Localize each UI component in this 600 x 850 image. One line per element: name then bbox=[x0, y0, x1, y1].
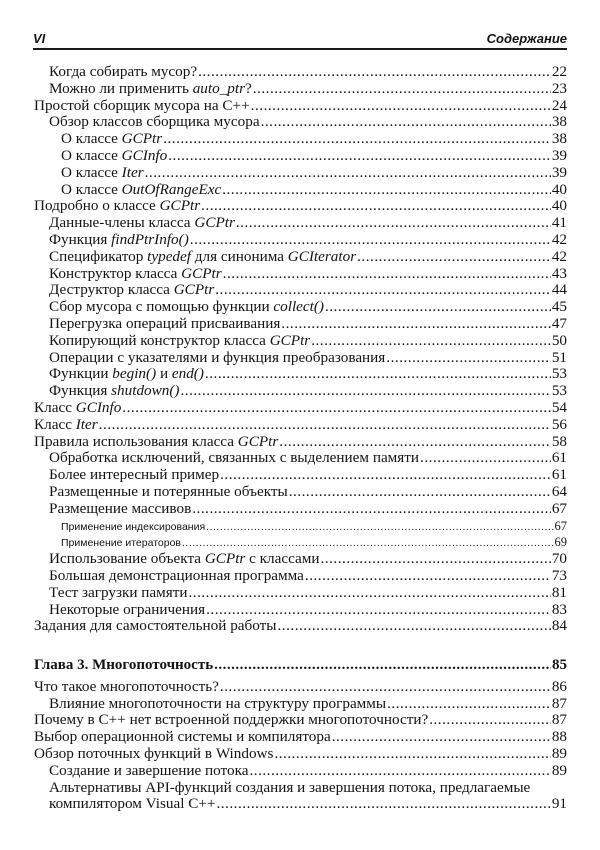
toc-entry-page: 81 bbox=[551, 584, 567, 601]
title-text: Спецификатор bbox=[49, 248, 148, 265]
dot-leader bbox=[236, 215, 551, 232]
toc-entry-page: 83 bbox=[551, 601, 567, 618]
toc-entry-page: 58 bbox=[551, 433, 567, 450]
dot-leader bbox=[357, 249, 551, 266]
running-head bbox=[33, 28, 567, 50]
toc-entry-page: 67 bbox=[554, 518, 567, 533]
toc-entry[interactable] bbox=[0, 266, 600, 283]
title-text: Применение индексирования bbox=[61, 520, 206, 533]
toc-entry-page: 70 bbox=[551, 551, 567, 568]
toc-entry[interactable] bbox=[0, 165, 600, 182]
dot-leader bbox=[205, 366, 551, 383]
code-identifier: typedef bbox=[147, 248, 191, 265]
dot-leader bbox=[274, 746, 550, 763]
toc-entry-page: 85 bbox=[552, 657, 567, 674]
toc-entry-title bbox=[49, 467, 219, 484]
toc-entry-title bbox=[49, 215, 235, 232]
toc-entry[interactable] bbox=[0, 534, 600, 551]
title-text: Более интересный пример bbox=[49, 467, 220, 484]
toc-entry[interactable] bbox=[0, 182, 600, 199]
toc-entry-page: 23 bbox=[551, 80, 567, 97]
toc-entry-title bbox=[49, 450, 419, 467]
dot-leader bbox=[122, 400, 551, 417]
toc-entry[interactable] bbox=[0, 215, 600, 232]
toc-chapter-heading[interactable] bbox=[0, 657, 600, 674]
title-text: Конструктор класса bbox=[49, 265, 182, 282]
toc-entry-page: 45 bbox=[551, 299, 567, 316]
title-text: О классе bbox=[61, 147, 122, 164]
toc-entry-title bbox=[49, 282, 214, 299]
title-text: Правила использования класса bbox=[34, 433, 238, 450]
toc-entry-page: 42 bbox=[551, 248, 567, 265]
toc-entry-title bbox=[49, 232, 189, 249]
toc-entry-title bbox=[34, 679, 219, 696]
toc-entry-page: 42 bbox=[551, 231, 567, 248]
toc-entry-title bbox=[61, 182, 221, 199]
toc-entry-page: 88 bbox=[551, 729, 567, 746]
toc-entry[interactable] bbox=[0, 518, 600, 535]
toc-entry-page: 61 bbox=[551, 467, 567, 484]
code-identifier: GCPtr bbox=[269, 332, 311, 349]
toc-entry-page: 24 bbox=[551, 97, 567, 114]
title-text: ? bbox=[245, 80, 252, 97]
dot-leader bbox=[198, 64, 551, 81]
toc-entry[interactable] bbox=[0, 585, 600, 602]
toc-entry-page: 38 bbox=[551, 131, 567, 148]
title-text: Почему в C++ нет встроенной поддержки многопоточности? bbox=[34, 712, 429, 729]
toc-entry[interactable] bbox=[0, 316, 600, 333]
toc-entry-title bbox=[34, 729, 331, 746]
code-identifier: GCPtr bbox=[237, 433, 279, 450]
toc-entry[interactable] bbox=[0, 417, 600, 434]
title-text: Влияние многопоточности на структуру программы bbox=[49, 695, 387, 712]
title-text: Простой сборщик мусора на C++ bbox=[34, 97, 250, 114]
dot-leader bbox=[420, 450, 551, 467]
toc-entry-page: 73 bbox=[551, 567, 567, 584]
toc-entry-title bbox=[61, 519, 205, 535]
toc-entry[interactable] bbox=[0, 98, 600, 115]
title-text: Задания для самостоятельной работы bbox=[34, 618, 277, 635]
title-text: Применение итераторов bbox=[61, 537, 182, 550]
toc-entry-page: 54 bbox=[551, 399, 567, 416]
toc-entry[interactable] bbox=[0, 484, 600, 501]
toc-entry-title bbox=[49, 696, 386, 713]
dot-leader bbox=[215, 282, 551, 299]
dot-leader bbox=[99, 417, 551, 434]
title-text: Некоторые ограничения bbox=[49, 601, 206, 618]
dot-leader bbox=[190, 232, 551, 249]
toc-entry-page: 50 bbox=[551, 332, 567, 349]
toc-entry-page: 41 bbox=[551, 215, 567, 232]
dot-leader bbox=[180, 383, 550, 400]
dot-leader bbox=[216, 796, 550, 813]
title-text: с классами bbox=[245, 551, 320, 568]
toc-entry[interactable] bbox=[0, 350, 600, 367]
code-identifier: GCPtr bbox=[121, 131, 163, 148]
toc-entry-page: 47 bbox=[551, 315, 567, 332]
toc-entry[interactable] bbox=[0, 551, 600, 568]
code-identifier: GCPtr bbox=[173, 282, 215, 299]
title-text: Использование объекта bbox=[49, 551, 205, 568]
toc-entry[interactable] bbox=[0, 796, 600, 813]
dot-leader bbox=[222, 182, 551, 199]
code-identifier: GCIterator bbox=[287, 248, 357, 265]
toc-entry[interactable] bbox=[0, 568, 600, 585]
dot-leader bbox=[281, 316, 551, 333]
toc-entry-title bbox=[49, 585, 187, 602]
toc-entry-page: 38 bbox=[551, 114, 567, 131]
toc-entry-title bbox=[49, 763, 248, 780]
title-text: Обзор классов сборщика мусора bbox=[49, 114, 260, 131]
title-text: Что такое многопоточность? bbox=[34, 678, 219, 695]
dot-leader bbox=[305, 568, 551, 585]
toc-entry[interactable] bbox=[0, 148, 600, 165]
code-identifier: Iter bbox=[75, 416, 98, 433]
toc-entry[interactable] bbox=[0, 81, 600, 98]
toc-entry-title bbox=[34, 400, 121, 417]
toc-entry-page: 87 bbox=[551, 712, 567, 729]
toc-entry[interactable] bbox=[0, 618, 600, 635]
toc-entry-title bbox=[49, 316, 280, 333]
title-text: Размещение массивов bbox=[49, 500, 192, 517]
dot-leader bbox=[325, 299, 551, 316]
toc-entry[interactable] bbox=[0, 64, 600, 81]
toc-entry[interactable] bbox=[0, 763, 600, 780]
toc-entry[interactable] bbox=[0, 299, 600, 316]
dot-leader bbox=[261, 114, 551, 131]
toc-entry[interactable] bbox=[0, 696, 600, 713]
dot-leader bbox=[321, 551, 551, 568]
title-text: Функции bbox=[49, 366, 113, 383]
toc-entry-title bbox=[34, 746, 273, 763]
title-text: Класс bbox=[34, 399, 76, 416]
title-text: Копирующий конструктор класса bbox=[49, 332, 270, 349]
title-text: Данные-члены класса bbox=[49, 215, 195, 232]
dot-leader bbox=[168, 148, 551, 165]
toc-entry[interactable] bbox=[0, 114, 600, 131]
toc-entry[interactable] bbox=[0, 434, 600, 451]
toc-entry-title bbox=[49, 64, 197, 81]
code-identifier: GCPtr bbox=[159, 198, 201, 215]
title-text: Создание и завершение потока bbox=[49, 762, 249, 779]
toc-entry[interactable] bbox=[0, 712, 600, 729]
toc-entry-title bbox=[61, 165, 144, 182]
dot-leader bbox=[278, 618, 551, 635]
dot-leader bbox=[220, 679, 551, 696]
code-identifier: OutOfRangeExc bbox=[121, 181, 222, 198]
dot-leader bbox=[251, 98, 551, 115]
toc-section-gc bbox=[0, 64, 600, 635]
dot-leader bbox=[386, 350, 551, 367]
toc-entry-page: 87 bbox=[551, 695, 567, 712]
toc-entry-title bbox=[49, 501, 191, 518]
toc-entry-title bbox=[61, 535, 181, 551]
title-text: Выбор операционной системы и компилятора bbox=[34, 729, 331, 746]
toc-entry[interactable] bbox=[0, 198, 600, 215]
toc-entry[interactable] bbox=[0, 501, 600, 518]
code-identifier: findPtrInfo() bbox=[111, 231, 189, 248]
toc-entry-page: 22 bbox=[551, 64, 567, 80]
toc-entry-title bbox=[61, 148, 167, 165]
code-identifier: collect() bbox=[273, 299, 324, 316]
toc-entry-page: 53 bbox=[551, 366, 567, 383]
code-identifier: GCPtr bbox=[181, 265, 222, 282]
code-identifier: GCPtr bbox=[204, 551, 246, 568]
toc-entry-page: 39 bbox=[551, 164, 567, 181]
code-identifier: end() bbox=[171, 366, 204, 383]
toc-entry-page: 43 bbox=[551, 265, 567, 282]
title-text: Функция bbox=[49, 231, 112, 248]
toc-entry-title bbox=[49, 484, 288, 501]
toc-entry-title bbox=[34, 98, 250, 115]
title-text: компилятором Visual C++ bbox=[49, 796, 216, 813]
toc-entry-page: 67 bbox=[551, 500, 567, 517]
toc-entry-title bbox=[34, 712, 428, 729]
code-identifier: begin() bbox=[112, 366, 157, 383]
toc-entry-page: 91 bbox=[551, 796, 567, 813]
code-identifier: auto_ptr bbox=[192, 80, 246, 97]
dot-leader bbox=[387, 696, 551, 713]
toc-entry-title-line: Альтернативы API-функций создания и завершения потока, предлагаемые bbox=[49, 778, 531, 796]
title-text: Тест загрузки памяти bbox=[49, 584, 188, 601]
title-text: Функция bbox=[49, 383, 112, 400]
toc-entry[interactable] bbox=[0, 366, 600, 383]
dot-leader bbox=[188, 585, 550, 602]
toc-entry[interactable] bbox=[0, 400, 600, 417]
toc-entry-title bbox=[34, 618, 277, 635]
toc-entry-page: 89 bbox=[551, 762, 567, 779]
dot-leader bbox=[206, 519, 553, 535]
toc-entry-title bbox=[49, 602, 205, 619]
table-of-contents bbox=[0, 64, 600, 813]
toc-entry-title bbox=[49, 114, 260, 131]
toc-entry-title bbox=[49, 299, 324, 316]
toc-entry-title bbox=[34, 198, 200, 215]
toc-entry-page: 84 bbox=[551, 618, 567, 635]
toc-entry[interactable] bbox=[0, 450, 600, 467]
code-identifier: GCPtr bbox=[194, 215, 235, 232]
dot-leader bbox=[253, 81, 551, 98]
toc-entry[interactable] bbox=[0, 679, 600, 696]
toc-entry-page: 53 bbox=[551, 383, 567, 400]
dot-leader bbox=[279, 434, 551, 451]
toc-entry-title bbox=[49, 568, 304, 585]
title-text: для синонима bbox=[191, 248, 288, 265]
toc-entry[interactable] bbox=[0, 282, 600, 299]
dot-leader bbox=[214, 657, 551, 674]
title-text: Класс bbox=[34, 416, 76, 433]
dot-leader bbox=[192, 501, 551, 518]
title-text: Большая демонстрационная программа bbox=[49, 567, 304, 584]
title-text: Обзор поточных функций в Windows bbox=[34, 746, 274, 763]
toc-entry-page: 61 bbox=[551, 450, 567, 467]
toc-entry-page: 40 bbox=[551, 198, 567, 215]
toc-entry-title bbox=[49, 551, 320, 568]
section-title: Содержание bbox=[486, 31, 567, 46]
toc-entry[interactable] bbox=[0, 249, 600, 266]
dot-leader bbox=[332, 729, 551, 746]
toc-entry[interactable] bbox=[0, 232, 600, 249]
dot-leader bbox=[182, 535, 553, 551]
dot-leader bbox=[289, 484, 551, 501]
toc-entry[interactable] bbox=[0, 746, 600, 763]
toc-entry[interactable] bbox=[0, 333, 600, 350]
toc-entry-title bbox=[49, 249, 356, 266]
toc-entry-page: 64 bbox=[551, 483, 567, 500]
toc-entry-page: 44 bbox=[551, 282, 567, 299]
toc-entry-title bbox=[49, 350, 385, 367]
toc-entry-title bbox=[34, 417, 98, 434]
title-text: О классе bbox=[61, 131, 122, 148]
dot-leader bbox=[223, 266, 551, 283]
code-identifier: GCInfo bbox=[75, 399, 122, 416]
toc-entry-page: 39 bbox=[551, 147, 567, 164]
dot-leader bbox=[220, 467, 551, 484]
dot-leader bbox=[145, 165, 551, 182]
toc-entry-title bbox=[49, 81, 252, 98]
title-text: О классе bbox=[61, 164, 122, 181]
toc-entry-title bbox=[34, 434, 278, 451]
dot-leader bbox=[311, 333, 551, 350]
toc-section-multithreading bbox=[0, 679, 600, 813]
dot-leader bbox=[249, 763, 550, 780]
code-identifier: shutdown() bbox=[111, 383, 180, 400]
toc-entry-page: 56 bbox=[551, 416, 567, 433]
title-text: Обработка исключений, связанных с выделением памяти bbox=[49, 450, 420, 467]
title-text: Перегрузка операций присваивания bbox=[49, 315, 281, 332]
toc-entry-title bbox=[49, 383, 179, 400]
code-identifier: Iter bbox=[121, 164, 144, 181]
toc-entry-title bbox=[61, 131, 162, 148]
toc-entry[interactable] bbox=[0, 467, 600, 484]
title-text: Можно ли применить bbox=[49, 80, 193, 97]
dot-leader bbox=[163, 131, 551, 148]
title-text: Когда собирать мусор? bbox=[49, 64, 198, 80]
toc-entry-page: 86 bbox=[551, 678, 567, 695]
title-text: Сбор мусора с помощью функции bbox=[49, 299, 274, 316]
title-text: Деструктор класса bbox=[49, 282, 174, 299]
toc-entry-title bbox=[49, 266, 222, 283]
title-text: Размещенные и потерянные объекты bbox=[49, 483, 288, 500]
page-number: VI bbox=[33, 31, 46, 46]
toc-entry[interactable] bbox=[0, 383, 600, 400]
toc-entry-title: Глава 3. Многопоточность bbox=[34, 657, 214, 674]
title-text: и bbox=[156, 366, 172, 383]
title-text: О классе bbox=[61, 181, 122, 198]
toc-entry-page: 40 bbox=[551, 181, 567, 198]
dot-leader bbox=[201, 198, 551, 215]
toc-entry-title bbox=[49, 366, 204, 383]
toc-entry-page: 51 bbox=[551, 349, 567, 366]
toc-entry-title bbox=[49, 796, 215, 813]
toc-entry-page: 69 bbox=[554, 535, 567, 550]
toc-entry[interactable] bbox=[0, 131, 600, 148]
dot-leader bbox=[206, 602, 551, 619]
title-text: Операции с указателями и функция преобразования bbox=[49, 349, 386, 366]
toc-entry[interactable] bbox=[0, 729, 600, 746]
toc-entry-title bbox=[49, 333, 310, 350]
toc-entry[interactable] bbox=[0, 602, 600, 619]
dot-leader bbox=[429, 712, 551, 729]
code-identifier: GCInfo bbox=[121, 147, 168, 164]
toc-entry-page: 89 bbox=[551, 746, 567, 763]
title-text: Подробно о классе bbox=[34, 198, 160, 215]
